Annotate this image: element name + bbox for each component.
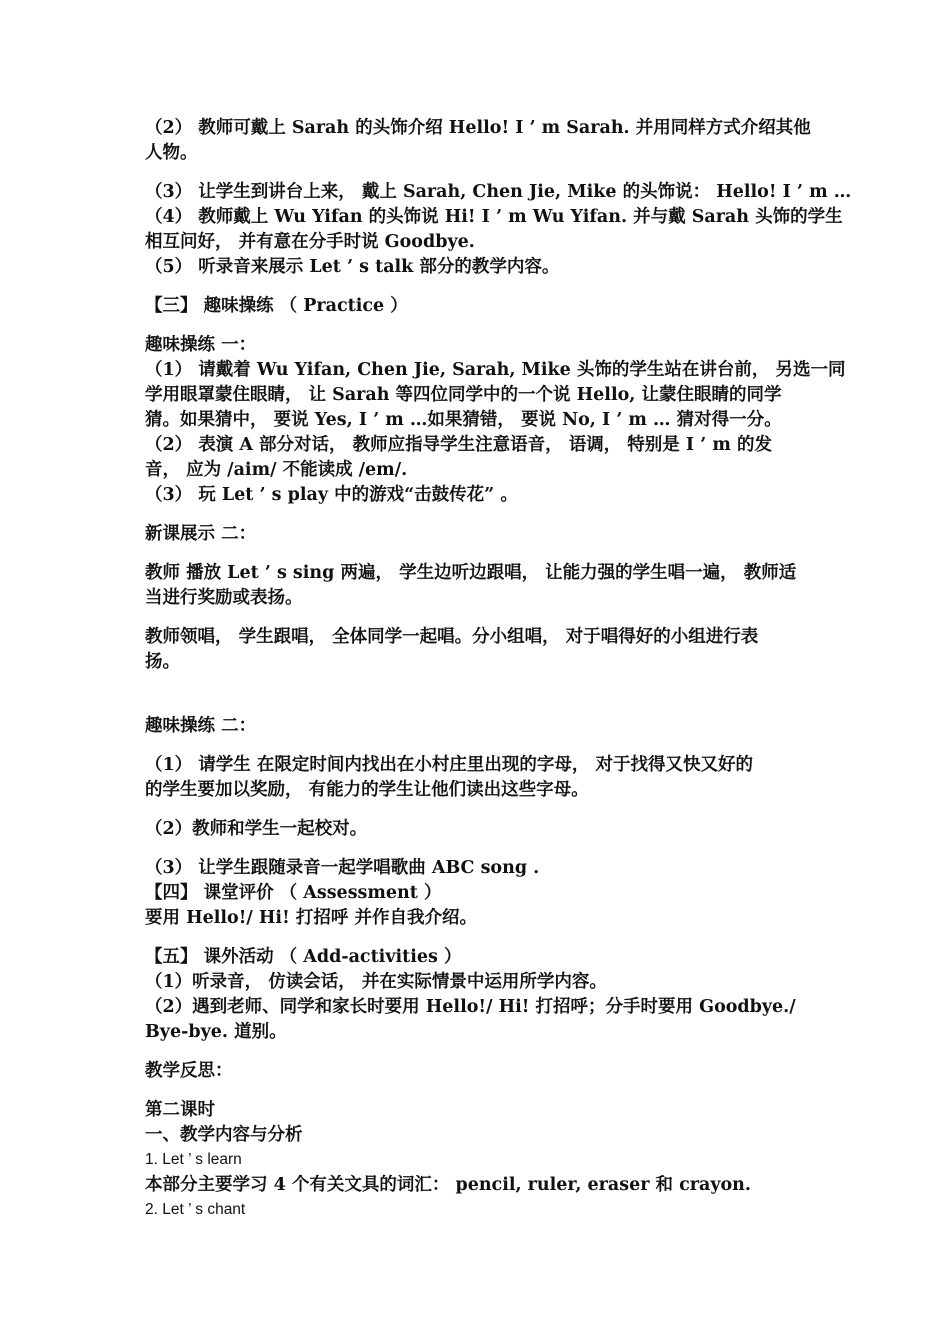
text-line: （3） 玩 Let ’ s play 中的游戏“击鼓传花” 。 bbox=[145, 485, 518, 505]
text-line: 扬。 bbox=[145, 652, 180, 672]
text-line: 当进行奖励或表扬。 bbox=[145, 588, 303, 608]
text-line: （1） 请戴着 Wu Yifan, Chen Jie, Sarah, Mike 头饰的学生站在讲台前， 另选一同 bbox=[145, 360, 846, 380]
text-line: 的学生要加以奖励， 有能力的学生让他们读出这些字母。 bbox=[145, 780, 589, 800]
text-line: （3） 让学生到讲台上来， 戴上 Sarah, Chen Jie, Mike 的头饰说： Hello! I ’ m … bbox=[145, 182, 852, 202]
text-line: Bye-bye. 道别。 bbox=[145, 1022, 287, 1042]
text-line: （2） 表演 A 部分对话， 教师应指导学生注意语音， 语调， 特别是 I ’ m 的发 bbox=[145, 435, 772, 455]
text-line: （3） 让学生跟随录音一起学唱歌曲 ABC song . bbox=[145, 858, 540, 878]
text-line: 学用眼罩蒙住眼睛， 让 Sarah 等四位同学中的一个说 Hello, 让蒙住眼睛的同学 bbox=[145, 385, 782, 405]
text-line: 人物。 bbox=[145, 143, 198, 163]
text-line: 本部分主要学习 4 个有关文具的词汇： pencil, ruler, eraser 和 crayon. bbox=[145, 1175, 751, 1195]
text-line: （4） 教师戴上 Wu Yifan 的头饰说 Hi! I ’ m Wu Yifan. 并与戴 Sarah 头饰的学生 bbox=[145, 207, 843, 227]
text-line: 音， 应为 /aim/ 不能读成 /em/. bbox=[145, 460, 408, 480]
text-line: 教师 播放 Let ’ s sing 两遍， 学生边听边跟唱， 让能力强的学生唱一遍， 教师适 bbox=[145, 563, 797, 583]
subsection-heading: 教学反思： bbox=[145, 1061, 233, 1081]
list-item: 1. Let ’ s learn bbox=[145, 1151, 242, 1168]
text-line: 要用 Hello!/ Hi! 打招呼 并作自我介绍。 bbox=[145, 908, 477, 928]
text-line: （2） 教师可戴上 Sarah 的头饰介绍 Hello! I ’ m Sarah. 并用同样方式介绍其他 bbox=[145, 118, 811, 138]
section-heading: 【三】 趣味操练 （ Practice ） bbox=[145, 296, 408, 316]
list-item: 2. Let ’ s chant bbox=[145, 1201, 246, 1218]
subsection-heading: 新课展示 二： bbox=[145, 524, 257, 544]
text-line: 教师领唱， 学生跟唱， 全体同学一起唱。分小组唱， 对于唱得好的小组进行表 bbox=[145, 627, 759, 647]
subsection-heading: 趣味操练 二： bbox=[145, 716, 257, 736]
text-line: （2）教师和学生一起校对。 bbox=[145, 819, 368, 839]
text-line: 猜。如果猜中， 要说 Yes, I ’ m …如果猜错， 要说 No, I ’ m … 猜对得一分。 bbox=[145, 410, 782, 430]
section-heading: 【四】 课堂评价 （ Assessment ） bbox=[145, 883, 442, 903]
section-heading: 一、教学内容与分析 bbox=[145, 1125, 303, 1145]
text-line: （1） 请学生 在限定时间内找出在小村庄里出现的字母， 对于找得又快又好的 bbox=[145, 755, 753, 775]
text-line: （5） 听录音来展示 Let ’ s talk 部分的教学内容。 bbox=[145, 257, 560, 277]
text-line: 相互问好， 并有意在分手时说 Goodbye. bbox=[145, 232, 475, 252]
text-line: （2）遇到老师、同学和家长时要用 Hello!/ Hi! 打招呼；分手时要用 Goodbye./ bbox=[145, 997, 796, 1017]
subsection-heading: 趣味操练 一： bbox=[145, 335, 257, 355]
lesson-heading: 第二课时 bbox=[145, 1100, 215, 1120]
section-heading: 【五】 课外活动 （ Add-activities ） bbox=[145, 947, 462, 967]
text-line: （1）听录音， 仿读会话， 并在实际情景中运用所学内容。 bbox=[145, 972, 607, 992]
